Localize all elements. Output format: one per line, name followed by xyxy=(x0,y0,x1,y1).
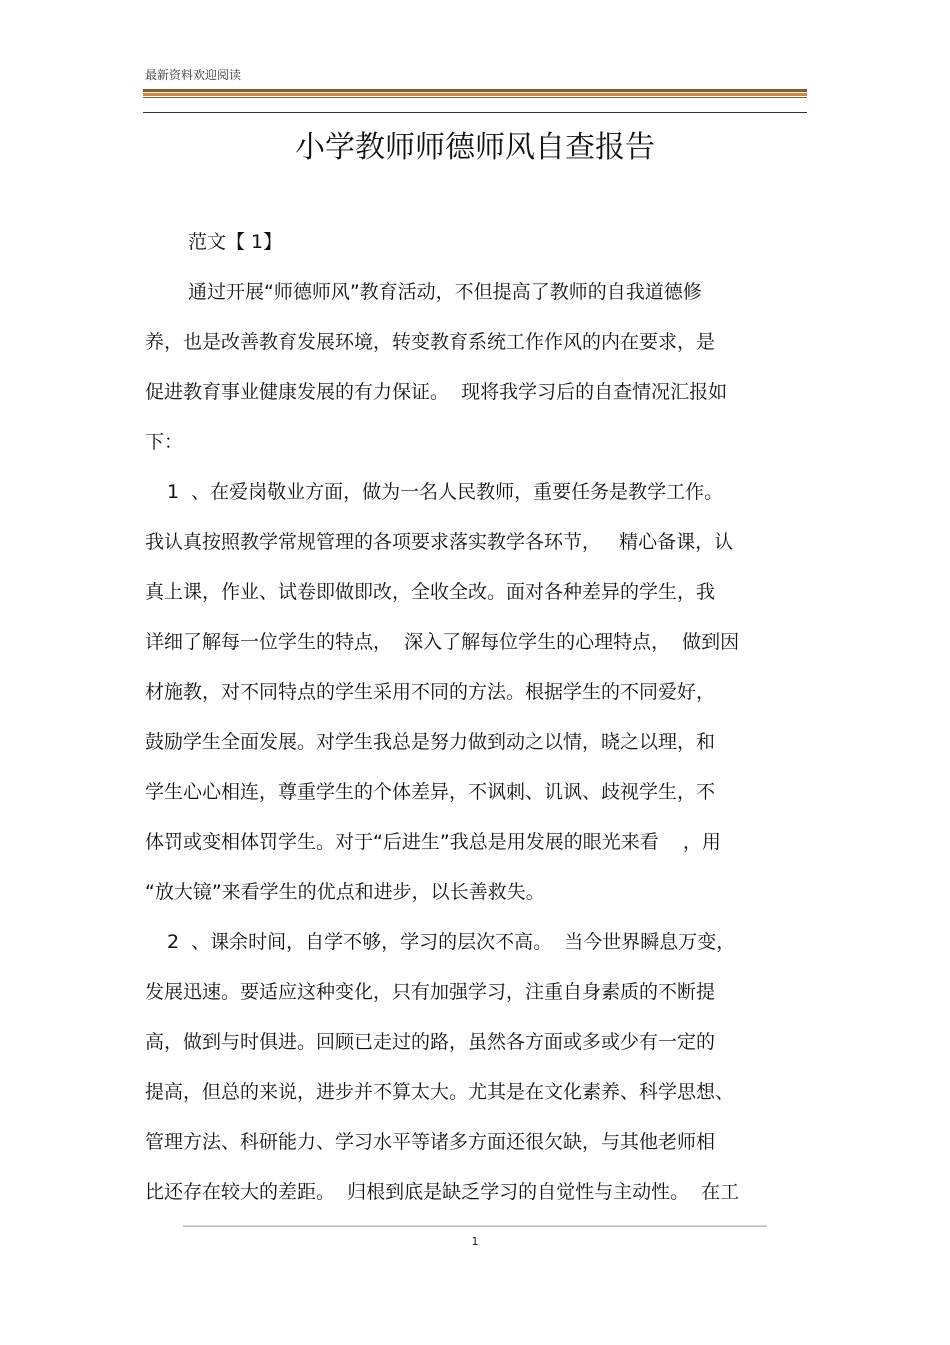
header-rule-thick-light xyxy=(143,93,807,96)
body-line: 高，做到与时俱进。回顾已走过的路，虽然各方面或多或少有一定的 xyxy=(145,1031,716,1053)
header-text: 最新资料欢迎阅读 xyxy=(145,68,242,82)
body-line: 2 、课余时间，自学不够，学习的层次不高。 当今世界瞬息万变， xyxy=(167,931,736,953)
footer-rule xyxy=(183,1225,767,1227)
body-line: 体罚或变相体罚学生。对于“后进生”我总是用发展的眼光来看 ，用 xyxy=(145,831,721,853)
body-line: 下： xyxy=(145,431,184,453)
body-line: 范文【 1】 xyxy=(188,231,283,253)
body-line: 我认真按照教学常规管理的各项要求落实教学各环节， 精心备课，认 xyxy=(145,531,734,553)
body-line: 详细了解每一位学生的特点， 深入了解每位学生的心理特点， 做到因 xyxy=(145,631,740,653)
body-line: 学生心心相连，尊重学生的个体差异，不讽刺、讥讽、歧视学生，不 xyxy=(145,781,716,803)
body-line: 管理方法、科研能力、学习水平等诸多方面还很欠缺，与其他老师相 xyxy=(145,1131,716,1153)
body-line: 真上课，作业、试卷即做即改，全收全改。面对各种差异的学生，我 xyxy=(145,581,716,603)
body-line: 比还存在较大的差距。 归根到底是缺乏学习的自觉性与主动性。 在工 xyxy=(145,1181,740,1203)
body-line: 促进教育事业健康发展的有力保证。 现将我学习后的自查情况汇报如 xyxy=(145,381,728,403)
body-line: “放大镜”来看学生的优点和进步，以长善救失。 xyxy=(145,881,545,903)
body-line: 1 、在爱岗敬业方面，做为一名人民教师，重要任务是教学工作。 xyxy=(167,481,724,503)
body-line: 鼓励学生全面发展。对学生我总是努力做到动之以情，晓之以理，和 xyxy=(145,731,716,753)
page-number: 1 xyxy=(471,1235,479,1248)
header-rule-thick-dark xyxy=(143,89,807,92)
body-line: 养，也是改善教育发展环境，转变教育系统工作作风的内在要求，是 xyxy=(145,331,716,353)
header-rule-thin xyxy=(143,97,807,98)
body-line: 提高，但总的来说，进步并不算太大。尤其是在文化素养、科学思想、 xyxy=(145,1081,735,1103)
body-line: 通过开展“师德师风”教育活动，不但提高了教师的自我道德修 xyxy=(188,281,702,303)
header-rule-bottom xyxy=(143,112,807,113)
body-line: 发展迅速。要适应这种变化，只有加强学习，注重自身素质的不断提 xyxy=(145,981,716,1003)
document-title: 小学教师师德师风自查报告 xyxy=(295,130,655,165)
body-line: 材施教，对不同特点的学生采用不同的方法。根据学生的不同爱好， xyxy=(145,681,716,703)
